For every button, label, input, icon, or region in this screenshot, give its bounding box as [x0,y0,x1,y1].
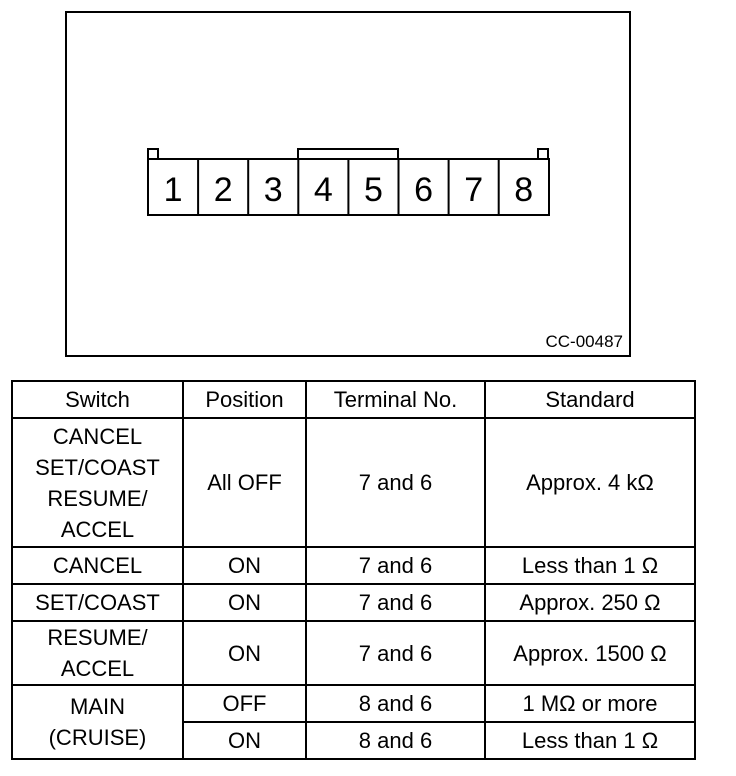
pin-number-7: 7 [464,171,484,209]
terminal-cell: 7 and 6 [306,418,485,547]
table-row [12,685,695,722]
position-cell: ON [183,621,306,685]
header-position: Position [183,381,306,418]
pin-number-5: 5 [363,171,383,209]
pin-number-2: 2 [213,171,233,209]
switch-line: ACCEL [60,516,135,542]
position-cell: ON [183,722,306,759]
switch-line: RESUME/ [47,625,148,650]
standard-cell: Approx. 4 kΩ [485,418,695,547]
pin-number-4: 4 [313,171,333,209]
switch-line: SET/COAST [35,454,160,480]
table-row [12,547,695,584]
connector-lock-tab [298,149,398,159]
switch-line: (CRUISE) [48,725,147,750]
connector-figure [65,11,631,357]
standard-cell: 1 MΩ or more [485,685,695,722]
connector-guide-left [148,149,158,159]
header-terminal: Terminal No. [306,381,485,418]
terminal-cell: 7 and 6 [306,547,485,584]
pin-group [164,159,534,215]
terminal-cell: 8 and 6 [306,685,485,722]
standard-cell: Approx. 1500 Ω [485,621,695,685]
table-row [12,621,695,685]
connector-guide-right [538,149,548,159]
standard-cell: Less than 1 Ω [485,547,695,584]
switch-spec-table [11,380,696,760]
standard-cell: Less than 1 Ω [485,722,695,759]
figure-code: CC-00487 [545,332,623,351]
table-row [12,584,695,621]
position-cell: ON [183,584,306,621]
header-standard: Standard [485,381,695,418]
connector-diagram [67,13,629,355]
switch-line: ACCEL [60,656,135,681]
pin-number-8: 8 [514,171,534,209]
switch-cell [12,621,183,685]
header-switch: Switch [12,381,183,418]
terminal-cell: 7 and 6 [306,621,485,685]
switch-cell [12,418,183,547]
standard-cell: Approx. 250 Ω [485,584,695,621]
terminal-cell: 7 and 6 [306,584,485,621]
switch-cell: CANCEL [12,547,183,584]
position-cell: OFF [183,685,306,722]
switch-cell: SET/COAST [12,584,183,621]
pin-number-1: 1 [163,171,183,209]
switch-line: RESUME/ [47,485,148,511]
switch-line: MAIN [70,694,125,719]
pin-number-3: 3 [263,171,283,209]
terminal-cell: 8 and 6 [306,722,485,759]
position-cell: ON [183,547,306,584]
table-header-row [12,381,695,418]
position-cell: All OFF [183,418,306,547]
switch-cell [12,685,183,759]
switch-line: CANCEL [52,423,143,449]
table-row [12,418,695,547]
pin-number-6: 6 [414,171,434,209]
